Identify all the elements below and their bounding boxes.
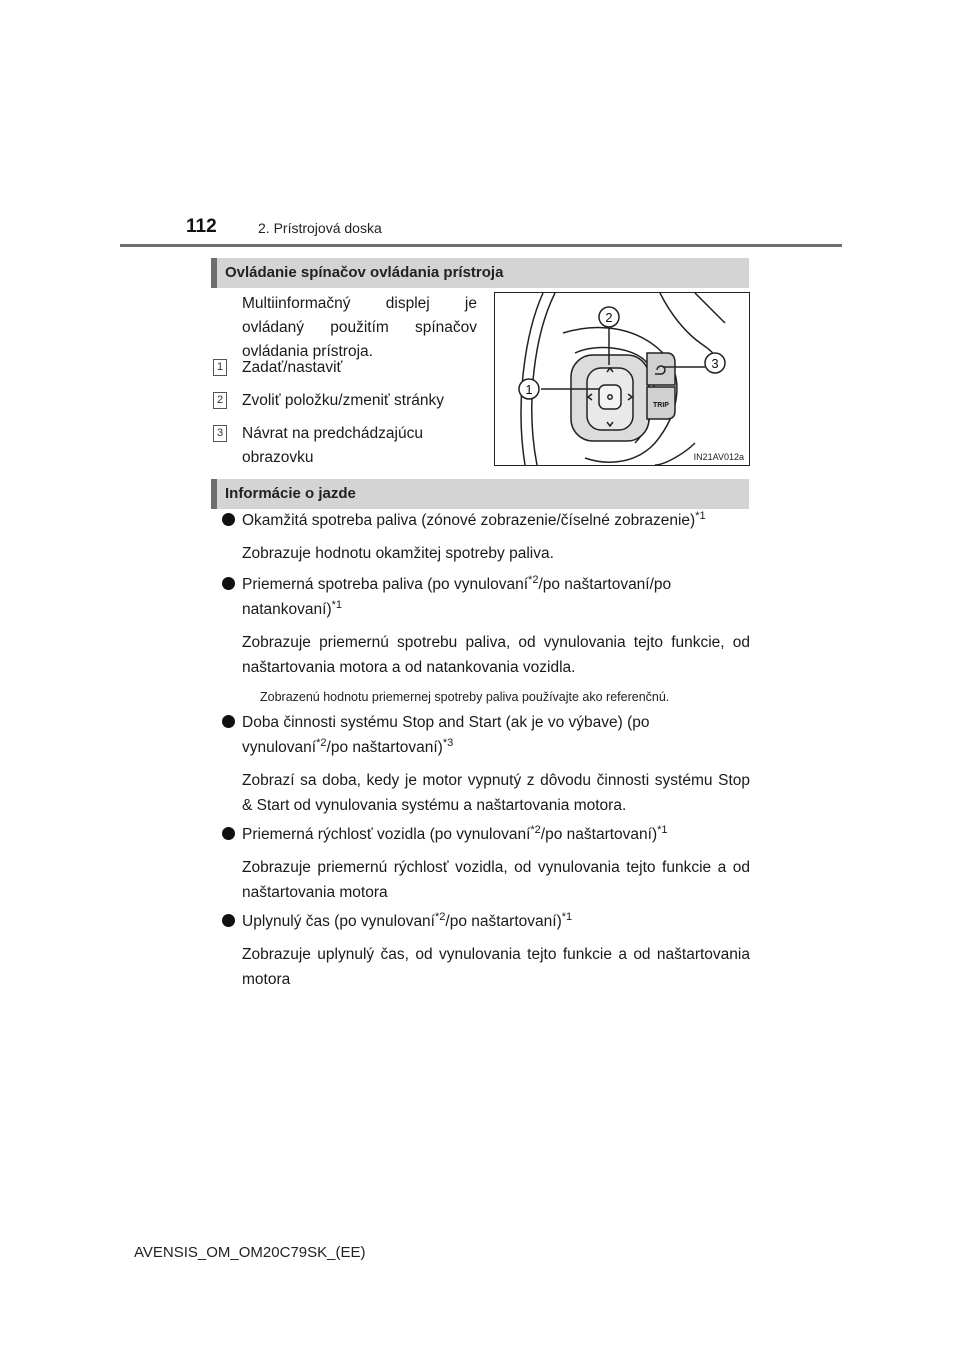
footnote-ref: *3 (442, 737, 454, 749)
item-title: Priemerná rýchlosť vozidla (po vynulovaní (242, 826, 531, 843)
item-title-cont: /po naštartovaní) (540, 826, 658, 843)
list-item (222, 508, 750, 566)
item-description: Zobrazí sa doba, kedy je motor vypnutý z dôvodu činnosti systému Stop & Start od vynulovania systému a naštartovania motora. (242, 772, 750, 814)
item-title: Doba činnosti systému Stop and Start (ak je vo výbave) (po vynulovaní (242, 714, 650, 756)
document-code: AVENSIS_OM_OM20C79SK_(EE) (134, 1244, 366, 1261)
bullet-icon (222, 715, 235, 728)
steering-switch-illustration (494, 292, 750, 466)
page-number: 112 (186, 216, 217, 237)
list-item-text: Zadať/nastaviť (242, 359, 343, 376)
number-badge: 1 (213, 359, 227, 376)
callout-3: 3 (711, 356, 719, 371)
callout-2: 2 (605, 310, 613, 325)
footnote-ref: *2 (530, 824, 541, 836)
footnote-ref: *1 (657, 824, 668, 836)
intro-paragraph: Multiinformačný displej je ovládaný použitím spínačov ovládania prístroja. (242, 295, 477, 360)
item-title-cont: /po naštartovaní) (445, 913, 562, 930)
list-item (213, 422, 479, 470)
footnote-ref: *1 (561, 911, 573, 923)
figure-code: IN21AV012a (693, 452, 744, 462)
number-badge: 3 (213, 425, 227, 442)
numbered-list (213, 356, 479, 479)
item-title: Okamžitá spotreba paliva (zónové zobrazenie/číselné zobrazenie) (242, 512, 696, 529)
item-title-cont: /po naštartovaní) (326, 739, 443, 756)
list-item (222, 572, 750, 706)
bullet-icon (222, 827, 235, 840)
list-item (222, 710, 750, 818)
list-item (213, 389, 479, 413)
item-title-cont: /po naštartovaní/po natankovaní) (242, 576, 672, 618)
bullet-icon (222, 513, 235, 526)
item-description: Zobrazuje uplynulý čas, od vynulovania tejto funkcie a od naštartovania motora (242, 946, 750, 988)
bullet-icon (222, 914, 235, 927)
list-item (213, 356, 479, 380)
footnote-ref: *1 (331, 599, 343, 611)
trip-label: TRIP (653, 402, 669, 409)
section-heading-trip-info: Informácie o jazde (211, 479, 749, 509)
list-item-text: Návrat na predchádzajúcu obrazovku (242, 425, 423, 466)
item-title: Priemerná spotreba paliva (po vynulovaní (242, 576, 529, 593)
callout-1: 1 (525, 382, 533, 397)
footnote-ref: *2 (528, 574, 539, 586)
list-item-text: Zvoliť položku/zmeniť stránky (242, 392, 444, 409)
section-heading-switches: Ovládanie spínačov ovládania prístroja (211, 258, 749, 288)
footnote-ref: *2 (435, 911, 446, 923)
footnote-ref: *1 (695, 510, 706, 522)
footnote-ref: *2 (316, 737, 327, 749)
item-title: Uplynulý čas (po vynulovaní (242, 913, 435, 930)
trip-info-list (222, 508, 750, 996)
steering-wheel-drawing (495, 293, 749, 465)
list-item (222, 909, 750, 992)
header-rule (120, 244, 842, 247)
chapter-title: 2. Prístrojová doska (258, 220, 382, 236)
item-note: Zobrazenú hodnotu priemernej spotreby paliva používajte ako referenčnú. (260, 690, 670, 704)
item-description: Zobrazuje priemernú rýchlosť vozidla, od vynulovania tejto funkcie a od naštartovania motora (242, 859, 750, 901)
number-badge: 2 (213, 392, 227, 409)
item-description: Zobrazuje hodnotu okamžitej spotreby paliva. (242, 545, 554, 562)
item-description: Zobrazuje priemernú spotrebu paliva, od vynulovania tejto funkcie, od naštartovania motora a od natankovania vozidla. (242, 634, 750, 676)
list-item (222, 822, 750, 905)
bullet-icon (222, 577, 235, 590)
